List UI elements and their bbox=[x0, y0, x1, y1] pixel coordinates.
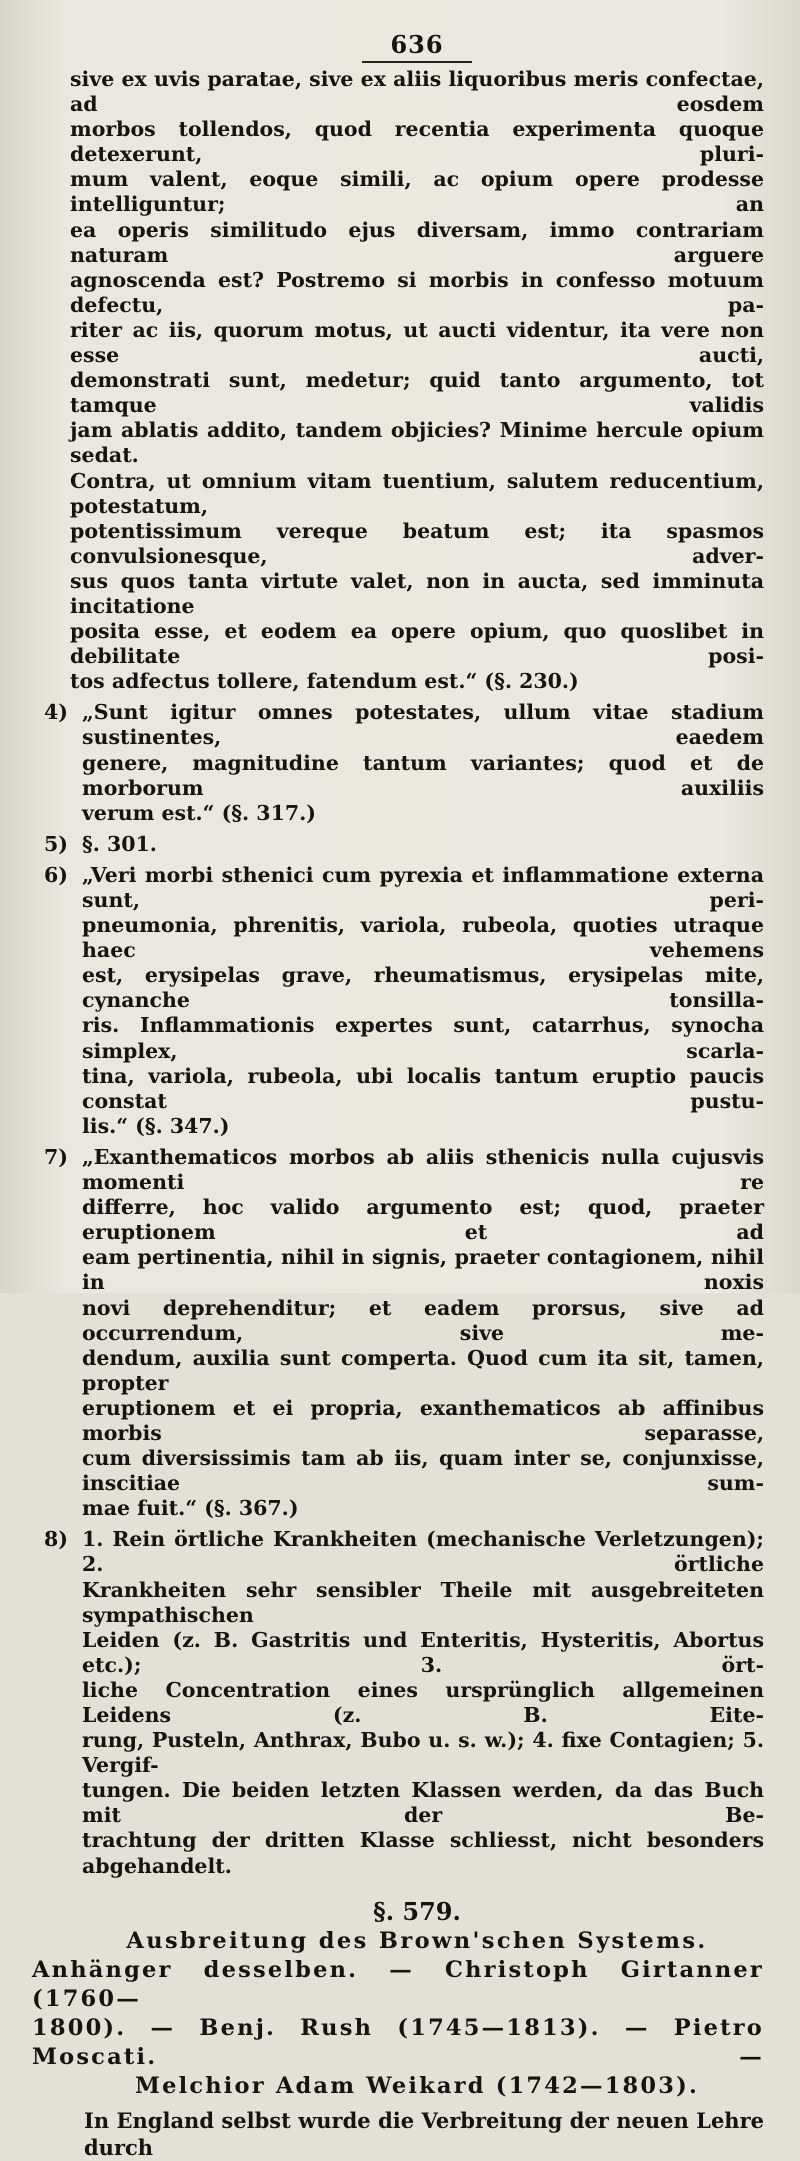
text-line: jam ablatis addito, tandem objicies? Minime hercule opium sedat. bbox=[70, 418, 764, 468]
text-line: novi deprehenditur; et eadem prorsus, sive ad occurrendum, sive me- bbox=[82, 1295, 764, 1345]
section-number: §. 579. bbox=[373, 1896, 461, 1926]
header-rule bbox=[362, 61, 472, 63]
text-line: lis.“ (§. 347.) bbox=[82, 1113, 230, 1138]
text-line: trachtung der dritten Klasse schliesst, nicht besonders abgehandelt. bbox=[82, 1828, 764, 1878]
text-line: tungen. Die beiden letzten Klassen werden, da das Buch mit der Be- bbox=[82, 1778, 764, 1828]
section-subtitle-line: Anhänger desselben. — Christoph Girtanner (1760— bbox=[32, 1956, 764, 2012]
intro-paragraph bbox=[70, 67, 764, 694]
text-line: demonstrati sunt, medetur; quid tanto argumento, tot tamque validis bbox=[70, 368, 764, 418]
text-line: verum est.“ (§. 317.) bbox=[82, 800, 316, 825]
text-line: §. 301. bbox=[82, 831, 157, 856]
note-number: 7) bbox=[44, 1144, 68, 1169]
section-subtitle-line: Melchior Adam Weikard (1742—1803). bbox=[134, 2072, 700, 2099]
note-8 bbox=[44, 1527, 764, 1878]
text-line: est, erysipelas grave, rheumatismus, erysipelas mite, cynanche tonsilla- bbox=[82, 963, 764, 1013]
text-line: tos adfectus tollere, fatendum est.“ (§. 230.) bbox=[70, 669, 579, 694]
text-line: agnoscenda est? Postremo si morbis in confesso motuum defectu, pa- bbox=[70, 267, 764, 317]
text-line: tina, variola, rubeola, ubi localis tantum eruptio paucis constat pustu- bbox=[82, 1063, 764, 1113]
text-line: riter ac iis, quorum motus, ut aucti videntur, ita vere non esse aucti, bbox=[70, 317, 764, 368]
text-line: rung, Pusteln, Anthrax, Bubo u. s. w.); 4. fixe Contagien; 5. Vergif- bbox=[82, 1728, 764, 1778]
text-line: morbos tollendos, quod recentia experimenta quoque detexerunt, pluri- bbox=[70, 117, 764, 167]
text-line: dendum, auxilia sunt comperta. Quod cum ita sit, tamen, propter bbox=[82, 1345, 764, 1395]
body-text-line: In England selbst wurde die Verbreitung der neuen Lehre durch bbox=[84, 2107, 764, 2160]
section-subtitle-line: 1800). — Benj. Rush (1745—1813). — Pietro Moscati. — bbox=[32, 2014, 764, 2070]
text-line: genere, magnitudine tantum variantes; quod et de morborum auxiliis bbox=[82, 750, 764, 800]
note-number: 5) bbox=[44, 831, 68, 856]
text-line: ris. Inflammationis expertes sunt, catarrhus, synocha simplex, scarla- bbox=[82, 1013, 764, 1063]
text-line: 1. Rein örtliche Krankheiten (mechanische Verletzungen); 2. örtliche bbox=[82, 1527, 764, 1577]
text-line: differre, hoc valido argumento est; quod, praeter eruptionem et ad bbox=[82, 1195, 764, 1245]
page-number: 636 bbox=[390, 30, 444, 59]
note-number: 8) bbox=[44, 1527, 68, 1552]
note-number: 4) bbox=[44, 700, 68, 725]
text-line: Contra, ut omnium vitam tuentium, salutem reducentium, potestatum, bbox=[70, 468, 764, 518]
note-number: 6) bbox=[44, 862, 68, 887]
text-line: „Exanthematicos morbos ab aliis sthenicis nulla cujusvis momenti re bbox=[82, 1144, 764, 1195]
text-line: sive ex uvis paratae, sive ex aliis liquoribus meris confectae, ad eosdem bbox=[70, 67, 764, 117]
text-line: mae fuit.“ (§. 367.) bbox=[82, 1496, 299, 1521]
text-line: liche Concentration eines ursprünglich allgemeinen Leidens (z. B. Eite- bbox=[82, 1677, 764, 1727]
text-line: posita esse, et eodem ea opere opium, quo quoslibet in debilitate posi- bbox=[70, 619, 764, 669]
text-line: Leiden (z. B. Gastritis und Enteritis, Hysteritis, Abortus etc.); 3. ört- bbox=[82, 1627, 764, 1677]
note-7 bbox=[44, 1144, 764, 1521]
text-line: potentissimum vereque beatum est; ita spasmos convulsionesque, adver- bbox=[70, 518, 764, 568]
section-title: Ausbreitung des Brown'schen Systems. bbox=[126, 1927, 708, 1954]
text-line: „Sunt igitur omnes potestates, ullum vitae stadium sustinentes, eaedem bbox=[82, 700, 764, 750]
text-line: pneumonia, phrenitis, variola, rubeola, quoties utraque haec vehemens bbox=[82, 913, 764, 963]
text-line: ea operis similitudo ejus diversam, immo contrariam naturam arguere bbox=[70, 217, 764, 267]
text-line: „Veri morbi sthenici cum pyrexia et inflammatione externa sunt, peri- bbox=[82, 862, 764, 912]
note-5 bbox=[44, 831, 764, 857]
text-line: cum diversissimis tam ab iis, quam inter se, conjunxisse, inscitiae sum- bbox=[82, 1446, 764, 1496]
text-line: eam pertinentia, nihil in signis, praeter contagionem, nihil in noxis bbox=[82, 1245, 764, 1295]
note-4 bbox=[44, 700, 764, 825]
text-line: mum valent, eoque simili, ac opium opere prodesse intelliguntur; an bbox=[70, 167, 764, 217]
text-line: Krankheiten sehr sensibler Theile mit ausgebreiteten sympathischen bbox=[82, 1577, 764, 1627]
note-6 bbox=[44, 862, 764, 1139]
text-line: sus quos tanta virtute valet, non in aucta, sed imminuta incitatione bbox=[70, 568, 764, 618]
text-line: eruptionem et ei propria, exanthematicos ab affinibus morbis separasse, bbox=[82, 1395, 764, 1445]
